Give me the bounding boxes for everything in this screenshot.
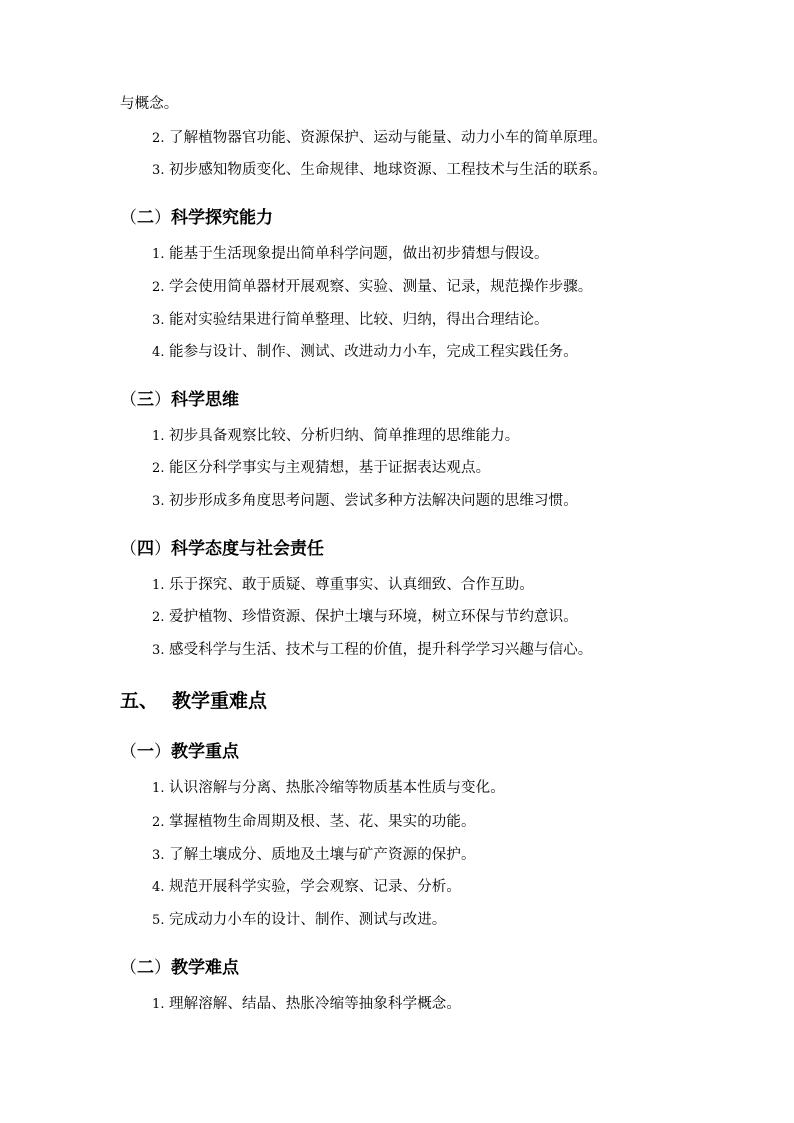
list-item [152,345,578,360]
list-item [152,280,592,295]
list-item [152,494,578,509]
item-text: 学会使用简单器材开展观察、实验、测量、记录，规范操作步骤。 [169,279,593,295]
list-item [152,610,578,625]
chapter-heading: 五、 教学重难点 [120,690,268,712]
item-text: 爱护植物、珍惜资源、保护土壤与环境，树立环保与节约意识。 [169,609,578,625]
list-item [152,781,505,796]
item-number: 1. [152,997,165,1012]
list-item [152,131,607,146]
item-number: 2. [152,461,165,476]
section-heading-key-points: （一）教学重点 [120,742,239,762]
item-text: 理解溶解、结晶、热胀冷缩等抽象科学概念。 [169,996,461,1012]
list-item [152,880,461,895]
item-text: 能基于生活现象提出简单科学问题，做出初步猜想与假设。 [169,246,549,262]
item-text: 规范开展科学实验，学会观察、记录、分析。 [169,879,461,895]
list-item [152,997,461,1012]
item-text: 能区分科学事实与主观猜想，基于证据表达观点。 [169,460,491,476]
section-heading-thinking: （三）科学思维 [120,390,239,410]
list-item [152,848,476,863]
section-heading-attitude: （四）科学态度与社会责任 [120,539,324,559]
item-number: 1. [152,247,165,262]
item-text: 认识溶解与分离、热胀冷缩等物质基本性质与变化。 [169,780,505,796]
item-text: 完成动力小车的设计、制作、测试与改进。 [169,912,447,928]
item-number: 2. [152,280,165,295]
item-number: 2. [152,610,165,625]
item-number: 2. [152,815,165,830]
item-number: 3. [152,163,165,178]
list-item [152,461,490,476]
item-number: 3. [152,643,165,658]
item-text: 能参与设计、制作、测试、改进动力小车，完成工程实践任务。 [169,344,578,360]
list-item [152,163,607,178]
item-text: 能对实验结果进行简单整理、比较、归纳，得出合理结论。 [169,312,549,328]
list-item [152,913,446,928]
list-item [152,578,534,593]
item-text: 乐于探究、敢于质疑、尊重事实、认真细致、合作互助。 [169,577,534,593]
item-number: 3. [152,494,165,509]
paragraph-continuation: 与概念。 [120,96,179,112]
item-number: 2. [152,131,165,146]
item-number: 4. [152,880,165,895]
item-number: 4. [152,345,165,360]
list-item [152,429,519,444]
list-item [152,643,592,658]
list-item [152,247,549,262]
list-item [152,815,476,830]
item-text: 了解植物器官功能、资源保护、运动与能量、动力小车的简单原理。 [169,130,607,146]
item-text: 掌握植物生命周期及根、茎、花、果实的功能。 [169,814,476,830]
section-heading-inquiry: （二）科学探究能力 [120,208,273,228]
item-text: 感受科学与生活、技术与工程的价值，提升科学学习兴趣与信心。 [169,642,593,658]
item-text: 初步感知物质变化、生命规律、地球资源、工程技术与生活的联系。 [169,162,607,178]
item-number: 1. [152,781,165,796]
item-number: 3. [152,848,165,863]
item-number: 1. [152,429,165,444]
list-item [152,313,549,328]
item-text: 了解土壤成分、质地及土壤与矿产资源的保护。 [169,847,476,863]
section-heading-difficulties: （二）教学难点 [120,958,239,978]
item-number: 3. [152,313,165,328]
item-text: 初步形成多角度思考问题、尝试多种方法解决问题的思维习惯。 [169,493,578,509]
item-number: 1. [152,578,165,593]
item-number: 5. [152,913,165,928]
item-text: 初步具备观察比较、分析归纳、简单推理的思维能力。 [169,428,520,444]
